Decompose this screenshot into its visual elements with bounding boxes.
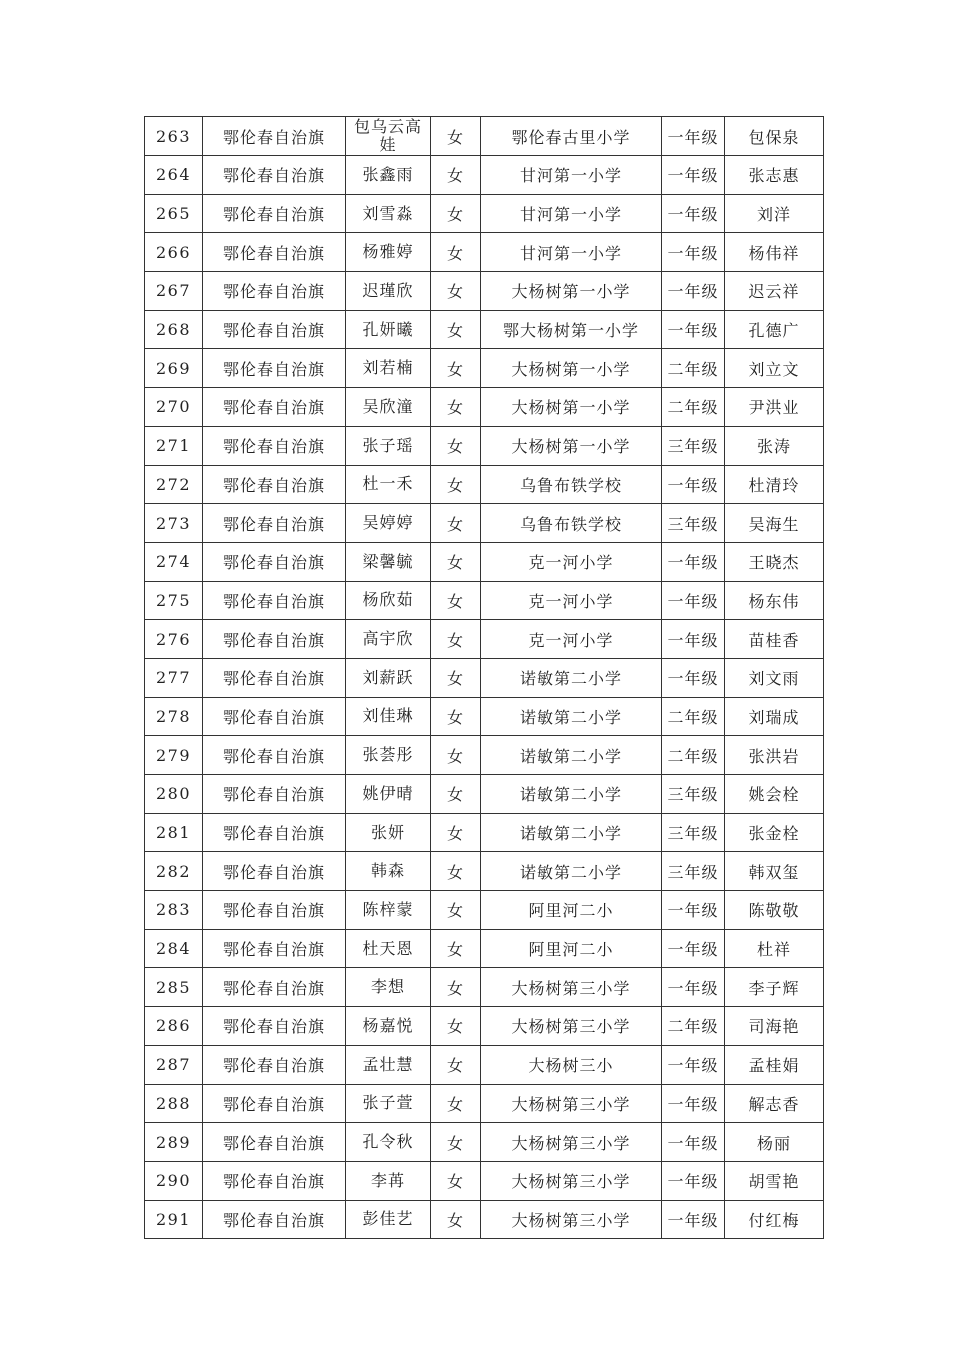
student-name-cell: 韩森 <box>346 852 431 891</box>
table-row <box>145 349 824 388</box>
grade-cell: 一年级 <box>662 581 725 620</box>
grade-cell: 一年级 <box>662 156 725 195</box>
school-cell: 大杨树第三小学 <box>481 1007 662 1046</box>
gender-cell: 女 <box>431 1045 481 1084</box>
grade-cell: 二年级 <box>662 349 725 388</box>
grade-cell: 一年级 <box>662 1045 725 1084</box>
guardian-cell: 刘文雨 <box>725 658 824 697</box>
school-cell: 诺敏第二小学 <box>481 775 662 814</box>
school-cell: 甘河第一小学 <box>481 233 662 272</box>
gender-cell: 女 <box>431 1161 481 1200</box>
table-row <box>145 658 824 697</box>
grade-cell: 一年级 <box>662 310 725 349</box>
region-cell: 鄂伦春自治旗 <box>203 968 346 1007</box>
grade-cell: 一年级 <box>662 465 725 504</box>
grade-cell: 二年级 <box>662 736 725 775</box>
school-cell: 大杨树第一小学 <box>481 349 662 388</box>
student-name-cell: 迟瑾欣 <box>346 272 431 311</box>
row-number-cell: 286 <box>145 1007 203 1046</box>
school-cell: 大杨树第三小学 <box>481 1200 662 1239</box>
guardian-cell: 司海艳 <box>725 1007 824 1046</box>
region-cell: 鄂伦春自治旗 <box>203 1045 346 1084</box>
school-cell: 阿里河二小 <box>481 891 662 930</box>
region-cell: 鄂伦春自治旗 <box>203 813 346 852</box>
table-row <box>145 388 824 427</box>
table-row <box>145 426 824 465</box>
grade-cell: 一年级 <box>662 194 725 233</box>
table-row <box>145 929 824 968</box>
student-name-cell: 杜天恩 <box>346 929 431 968</box>
school-cell: 诺敏第二小学 <box>481 736 662 775</box>
guardian-cell: 迟云祥 <box>725 272 824 311</box>
gender-cell: 女 <box>431 233 481 272</box>
table-row <box>145 813 824 852</box>
table-row <box>145 504 824 543</box>
guardian-cell: 杨东伟 <box>725 581 824 620</box>
guardian-cell: 张涛 <box>725 426 824 465</box>
row-number-cell: 264 <box>145 156 203 195</box>
guardian-cell: 孟桂娟 <box>725 1045 824 1084</box>
table-row <box>145 775 824 814</box>
student-name-cell: 张荟彤 <box>346 736 431 775</box>
student-list-table <box>144 116 824 1239</box>
student-name-cell: 李苒 <box>346 1161 431 1200</box>
row-number-cell: 282 <box>145 852 203 891</box>
row-number-cell: 274 <box>145 542 203 581</box>
gender-cell: 女 <box>431 194 481 233</box>
grade-cell: 一年级 <box>662 117 725 156</box>
row-number-cell: 284 <box>145 929 203 968</box>
table-row <box>145 272 824 311</box>
gender-cell: 女 <box>431 1123 481 1162</box>
row-number-cell: 287 <box>145 1045 203 1084</box>
row-number-cell: 291 <box>145 1200 203 1239</box>
school-cell: 乌鲁布铁学校 <box>481 504 662 543</box>
gender-cell: 女 <box>431 272 481 311</box>
grade-cell: 一年级 <box>662 968 725 1007</box>
student-name-cell: 李想 <box>346 968 431 1007</box>
row-number-cell: 271 <box>145 426 203 465</box>
table-body <box>145 117 824 1239</box>
row-number-cell: 272 <box>145 465 203 504</box>
student-name-cell: 包乌云高娃 <box>346 117 431 156</box>
gender-cell: 女 <box>431 542 481 581</box>
region-cell: 鄂伦春自治旗 <box>203 233 346 272</box>
student-name-cell: 梁馨毓 <box>346 542 431 581</box>
grade-cell: 三年级 <box>662 775 725 814</box>
table-row <box>145 310 824 349</box>
row-number-cell: 270 <box>145 388 203 427</box>
school-cell: 阿里河二小 <box>481 929 662 968</box>
guardian-cell: 刘立文 <box>725 349 824 388</box>
guardian-cell: 杜清玲 <box>725 465 824 504</box>
region-cell: 鄂伦春自治旗 <box>203 852 346 891</box>
table-row <box>145 156 824 195</box>
gender-cell: 女 <box>431 1084 481 1123</box>
grade-cell: 一年级 <box>662 233 725 272</box>
table-row <box>145 697 824 736</box>
student-name-cell: 刘薪跃 <box>346 658 431 697</box>
guardian-cell: 吴海生 <box>725 504 824 543</box>
region-cell: 鄂伦春自治旗 <box>203 1123 346 1162</box>
student-name-cell: 吴欣潼 <box>346 388 431 427</box>
grade-cell: 一年级 <box>662 620 725 659</box>
school-cell: 甘河第一小学 <box>481 156 662 195</box>
grade-cell: 一年级 <box>662 272 725 311</box>
region-cell: 鄂伦春自治旗 <box>203 581 346 620</box>
grade-cell: 一年级 <box>662 929 725 968</box>
grade-cell: 一年级 <box>662 658 725 697</box>
region-cell: 鄂伦春自治旗 <box>203 310 346 349</box>
guardian-cell: 尹洪业 <box>725 388 824 427</box>
guardian-cell: 王晓杰 <box>725 542 824 581</box>
student-name-cell: 杨雅婷 <box>346 233 431 272</box>
guardian-cell: 杨丽 <box>725 1123 824 1162</box>
region-cell: 鄂伦春自治旗 <box>203 620 346 659</box>
student-name-cell: 刘若楠 <box>346 349 431 388</box>
table-row <box>145 465 824 504</box>
gender-cell: 女 <box>431 465 481 504</box>
school-cell: 大杨树第一小学 <box>481 388 662 427</box>
guardian-cell: 包保泉 <box>725 117 824 156</box>
guardian-cell: 韩双玺 <box>725 852 824 891</box>
school-cell: 大杨树三小 <box>481 1045 662 1084</box>
gender-cell: 女 <box>431 736 481 775</box>
grade-cell: 一年级 <box>662 1161 725 1200</box>
table-row <box>145 968 824 1007</box>
region-cell: 鄂伦春自治旗 <box>203 272 346 311</box>
guardian-cell: 刘洋 <box>725 194 824 233</box>
grade-cell: 三年级 <box>662 813 725 852</box>
table-row <box>145 1123 824 1162</box>
student-name-cell: 张鑫雨 <box>346 156 431 195</box>
gender-cell: 女 <box>431 156 481 195</box>
guardian-cell: 付红梅 <box>725 1200 824 1239</box>
region-cell: 鄂伦春自治旗 <box>203 504 346 543</box>
student-name-cell: 张子萱 <box>346 1084 431 1123</box>
region-cell: 鄂伦春自治旗 <box>203 542 346 581</box>
gender-cell: 女 <box>431 658 481 697</box>
student-name-cell: 刘雪淼 <box>346 194 431 233</box>
grade-cell: 三年级 <box>662 426 725 465</box>
row-number-cell: 289 <box>145 1123 203 1162</box>
table-row <box>145 620 824 659</box>
region-cell: 鄂伦春自治旗 <box>203 697 346 736</box>
school-cell: 克一河小学 <box>481 542 662 581</box>
gender-cell: 女 <box>431 929 481 968</box>
school-cell: 鄂大杨树第一小学 <box>481 310 662 349</box>
region-cell: 鄂伦春自治旗 <box>203 891 346 930</box>
row-number-cell: 266 <box>145 233 203 272</box>
guardian-cell: 刘瑞成 <box>725 697 824 736</box>
student-name-cell: 刘佳琳 <box>346 697 431 736</box>
school-cell: 诺敏第二小学 <box>481 813 662 852</box>
school-cell: 大杨树第一小学 <box>481 426 662 465</box>
school-cell: 乌鲁布铁学校 <box>481 465 662 504</box>
row-number-cell: 267 <box>145 272 203 311</box>
school-cell: 诺敏第二小学 <box>481 697 662 736</box>
school-cell: 大杨树第三小学 <box>481 1161 662 1200</box>
row-number-cell: 283 <box>145 891 203 930</box>
student-name-cell: 高宇欣 <box>346 620 431 659</box>
gender-cell: 女 <box>431 426 481 465</box>
student-name-cell: 陈梓蒙 <box>346 891 431 930</box>
school-cell: 大杨树第一小学 <box>481 272 662 311</box>
guardian-cell: 张金栓 <box>725 813 824 852</box>
row-number-cell: 285 <box>145 968 203 1007</box>
table-row <box>145 581 824 620</box>
region-cell: 鄂伦春自治旗 <box>203 658 346 697</box>
gender-cell: 女 <box>431 1200 481 1239</box>
table-row <box>145 891 824 930</box>
school-cell: 诺敏第二小学 <box>481 658 662 697</box>
table-row <box>145 117 824 156</box>
school-cell: 克一河小学 <box>481 581 662 620</box>
guardian-cell: 杨伟祥 <box>725 233 824 272</box>
region-cell: 鄂伦春自治旗 <box>203 1007 346 1046</box>
school-cell: 大杨树第三小学 <box>481 968 662 1007</box>
row-number-cell: 263 <box>145 117 203 156</box>
guardian-cell: 姚会栓 <box>725 775 824 814</box>
table-row <box>145 233 824 272</box>
gender-cell: 女 <box>431 891 481 930</box>
student-name-cell: 张妍 <box>346 813 431 852</box>
table-row <box>145 542 824 581</box>
grade-cell: 一年级 <box>662 1200 725 1239</box>
gender-cell: 女 <box>431 388 481 427</box>
school-cell: 甘河第一小学 <box>481 194 662 233</box>
student-name-cell: 孔令秋 <box>346 1123 431 1162</box>
region-cell: 鄂伦春自治旗 <box>203 1200 346 1239</box>
row-number-cell: 281 <box>145 813 203 852</box>
table-row <box>145 1007 824 1046</box>
row-number-cell: 277 <box>145 658 203 697</box>
student-name-cell: 杨嘉悦 <box>346 1007 431 1046</box>
grade-cell: 一年级 <box>662 542 725 581</box>
grade-cell: 一年级 <box>662 1084 725 1123</box>
region-cell: 鄂伦春自治旗 <box>203 1084 346 1123</box>
row-number-cell: 276 <box>145 620 203 659</box>
guardian-cell: 胡雪艳 <box>725 1161 824 1200</box>
region-cell: 鄂伦春自治旗 <box>203 349 346 388</box>
guardian-cell: 苗桂香 <box>725 620 824 659</box>
grade-cell: 三年级 <box>662 852 725 891</box>
gender-cell: 女 <box>431 813 481 852</box>
region-cell: 鄂伦春自治旗 <box>203 194 346 233</box>
region-cell: 鄂伦春自治旗 <box>203 156 346 195</box>
gender-cell: 女 <box>431 620 481 659</box>
region-cell: 鄂伦春自治旗 <box>203 929 346 968</box>
student-name-cell: 杨欣茹 <box>346 581 431 620</box>
gender-cell: 女 <box>431 697 481 736</box>
guardian-cell: 孔德广 <box>725 310 824 349</box>
student-name-cell: 杜一禾 <box>346 465 431 504</box>
region-cell: 鄂伦春自治旗 <box>203 117 346 156</box>
table-row <box>145 194 824 233</box>
table-row <box>145 736 824 775</box>
table-row <box>145 1045 824 1084</box>
student-name-cell: 孔妍曦 <box>346 310 431 349</box>
row-number-cell: 280 <box>145 775 203 814</box>
guardian-cell: 解志香 <box>725 1084 824 1123</box>
school-cell: 鄂伦春古里小学 <box>481 117 662 156</box>
grade-cell: 一年级 <box>662 1123 725 1162</box>
school-cell: 克一河小学 <box>481 620 662 659</box>
gender-cell: 女 <box>431 349 481 388</box>
gender-cell: 女 <box>431 852 481 891</box>
row-number-cell: 279 <box>145 736 203 775</box>
student-name-cell: 姚伊晴 <box>346 775 431 814</box>
grade-cell: 三年级 <box>662 504 725 543</box>
grade-cell: 一年级 <box>662 891 725 930</box>
table-row <box>145 1200 824 1239</box>
guardian-cell: 李子辉 <box>725 968 824 1007</box>
student-name-cell: 彭佳艺 <box>346 1200 431 1239</box>
region-cell: 鄂伦春自治旗 <box>203 775 346 814</box>
table-row <box>145 852 824 891</box>
row-number-cell: 288 <box>145 1084 203 1123</box>
school-cell: 大杨树第三小学 <box>481 1084 662 1123</box>
region-cell: 鄂伦春自治旗 <box>203 736 346 775</box>
row-number-cell: 290 <box>145 1161 203 1200</box>
student-name-cell: 张子瑶 <box>346 426 431 465</box>
region-cell: 鄂伦春自治旗 <box>203 426 346 465</box>
gender-cell: 女 <box>431 504 481 543</box>
gender-cell: 女 <box>431 1007 481 1046</box>
gender-cell: 女 <box>431 581 481 620</box>
row-number-cell: 278 <box>145 697 203 736</box>
student-name-cell: 孟壮慧 <box>346 1045 431 1084</box>
guardian-cell: 张洪岩 <box>725 736 824 775</box>
table-row <box>145 1084 824 1123</box>
row-number-cell: 268 <box>145 310 203 349</box>
region-cell: 鄂伦春自治旗 <box>203 1161 346 1200</box>
region-cell: 鄂伦春自治旗 <box>203 465 346 504</box>
grade-cell: 二年级 <box>662 1007 725 1046</box>
table-row <box>145 1161 824 1200</box>
gender-cell: 女 <box>431 968 481 1007</box>
row-number-cell: 265 <box>145 194 203 233</box>
region-cell: 鄂伦春自治旗 <box>203 388 346 427</box>
guardian-cell: 陈敬敬 <box>725 891 824 930</box>
gender-cell: 女 <box>431 310 481 349</box>
gender-cell: 女 <box>431 117 481 156</box>
student-name-cell: 吴婷婷 <box>346 504 431 543</box>
guardian-cell: 杜祥 <box>725 929 824 968</box>
gender-cell: 女 <box>431 775 481 814</box>
guardian-cell: 张志惠 <box>725 156 824 195</box>
row-number-cell: 269 <box>145 349 203 388</box>
school-cell: 大杨树第三小学 <box>481 1123 662 1162</box>
grade-cell: 二年级 <box>662 388 725 427</box>
grade-cell: 二年级 <box>662 697 725 736</box>
row-number-cell: 273 <box>145 504 203 543</box>
row-number-cell: 275 <box>145 581 203 620</box>
school-cell: 诺敏第二小学 <box>481 852 662 891</box>
